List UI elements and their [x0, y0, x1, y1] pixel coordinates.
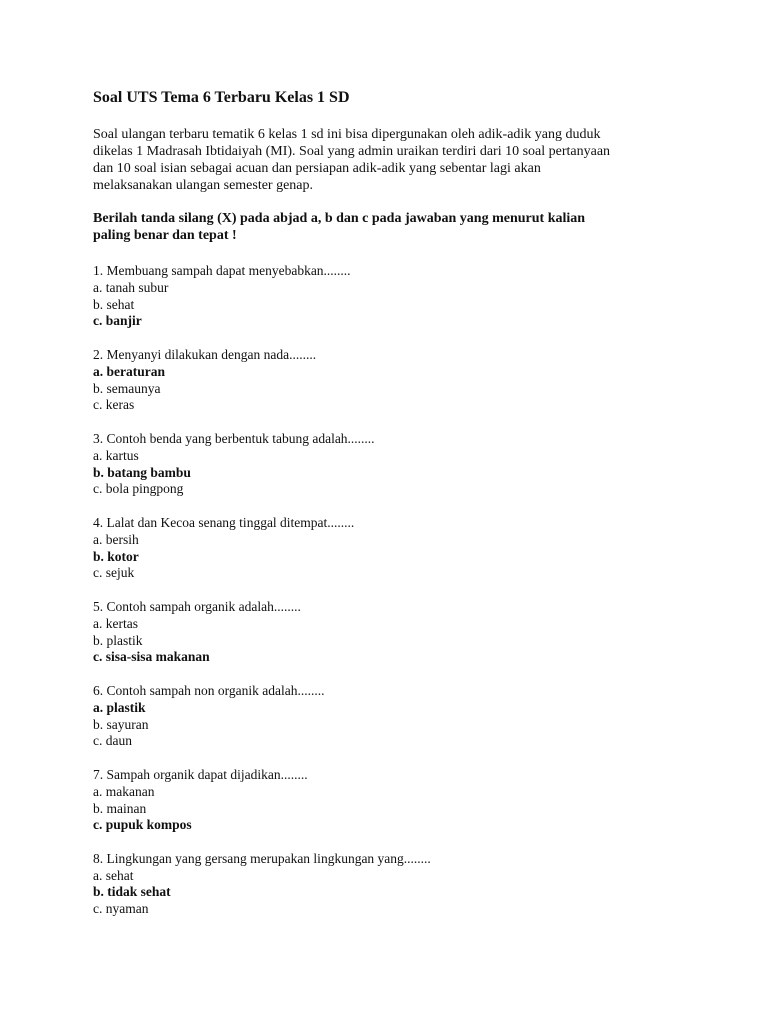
question-text: 2. Menyanyi dilakukan dengan nada........	[93, 346, 317, 362]
answer-option: c. daun	[93, 733, 132, 749]
question-text: 7. Sampah organik dapat dijadikan........	[93, 766, 308, 782]
question-item	[93, 851, 693, 918]
answer-option-correct: c. banjir	[93, 313, 142, 329]
answer-option: a. kartus	[93, 447, 139, 463]
question-item	[93, 263, 693, 330]
answer-option: b. sehat	[93, 296, 135, 312]
question-item	[93, 683, 693, 750]
answer-option-correct: b. tidak sehat	[93, 884, 171, 900]
answer-option: b. sayuran	[93, 716, 149, 732]
answer-option: c. bola pingpong	[93, 481, 184, 497]
answer-option-correct: c. sisa-sisa makanan	[93, 649, 210, 665]
answer-option: b. plastik	[93, 632, 143, 648]
answer-option-correct: b. kotor	[93, 548, 139, 564]
question-item	[93, 767, 693, 834]
answer-option: a. bersih	[93, 531, 139, 547]
answer-option: b. mainan	[93, 800, 147, 816]
document-content	[93, 88, 693, 935]
instruction-line: Berilah tanda silang (X) pada abjad a, b dan c pada jawaban yang menurut kalian	[93, 211, 586, 226]
question-list	[93, 263, 693, 918]
question-item	[93, 515, 693, 582]
instruction-line: paling benar dan tepat !	[93, 228, 237, 243]
answer-option-correct: a. plastik	[93, 699, 146, 715]
question-text: 5. Contoh sampah organik adalah........	[93, 598, 301, 614]
question-item	[93, 347, 693, 414]
question-text: 3. Contoh benda yang berbentuk tabung adalah........	[93, 430, 375, 446]
page-title: Soal UTS Tema 6 Terbaru Kelas 1 SD	[93, 89, 350, 106]
question-text: 8. Lingkungan yang gersang merupakan lingkungan yang........	[93, 850, 431, 866]
intro-paragraph	[93, 126, 693, 194]
answer-option: a. kertas	[93, 615, 138, 631]
answer-option-correct: a. beraturan	[93, 363, 165, 379]
intro-line: dikelas 1 Madrasah Ibtidaiyah (MI). Soal yang admin uraikan terdiri dari 10 soal pertanyaan	[93, 144, 611, 159]
answer-option-correct: c. pupuk kompos	[93, 817, 192, 833]
question-text: 4. Lalat dan Kecoa senang tinggal ditempat........	[93, 514, 355, 530]
answer-option: b. semaunya	[93, 380, 161, 396]
answer-option: c. nyaman	[93, 901, 149, 917]
question-text: 6. Contoh sampah non organik adalah........	[93, 682, 325, 698]
intro-line: dan 10 soal isian sebagai acuan dan persiapan adik-adik yang sebentar lagi akan	[93, 161, 541, 176]
intro-line: Soal ulangan terbaru tematik 6 kelas 1 sd ini bisa dipergunakan oleh adik-adik yang duduk	[93, 127, 601, 142]
question-text: 1. Membuang sampah dapat menyebabkan........	[93, 263, 351, 278]
answer-option: a. sehat	[93, 867, 134, 883]
answer-option: c. sejuk	[93, 565, 135, 581]
intro-line: melaksanakan ulangan semester genap.	[93, 178, 314, 193]
question-item	[93, 431, 693, 498]
question-item	[93, 599, 693, 666]
answer-option: a. tanah subur	[93, 279, 169, 295]
answer-option: c. keras	[93, 397, 135, 413]
instruction-paragraph	[93, 210, 693, 244]
answer-option-correct: b. batang bambu	[93, 464, 191, 480]
answer-option: a. makanan	[93, 783, 155, 799]
